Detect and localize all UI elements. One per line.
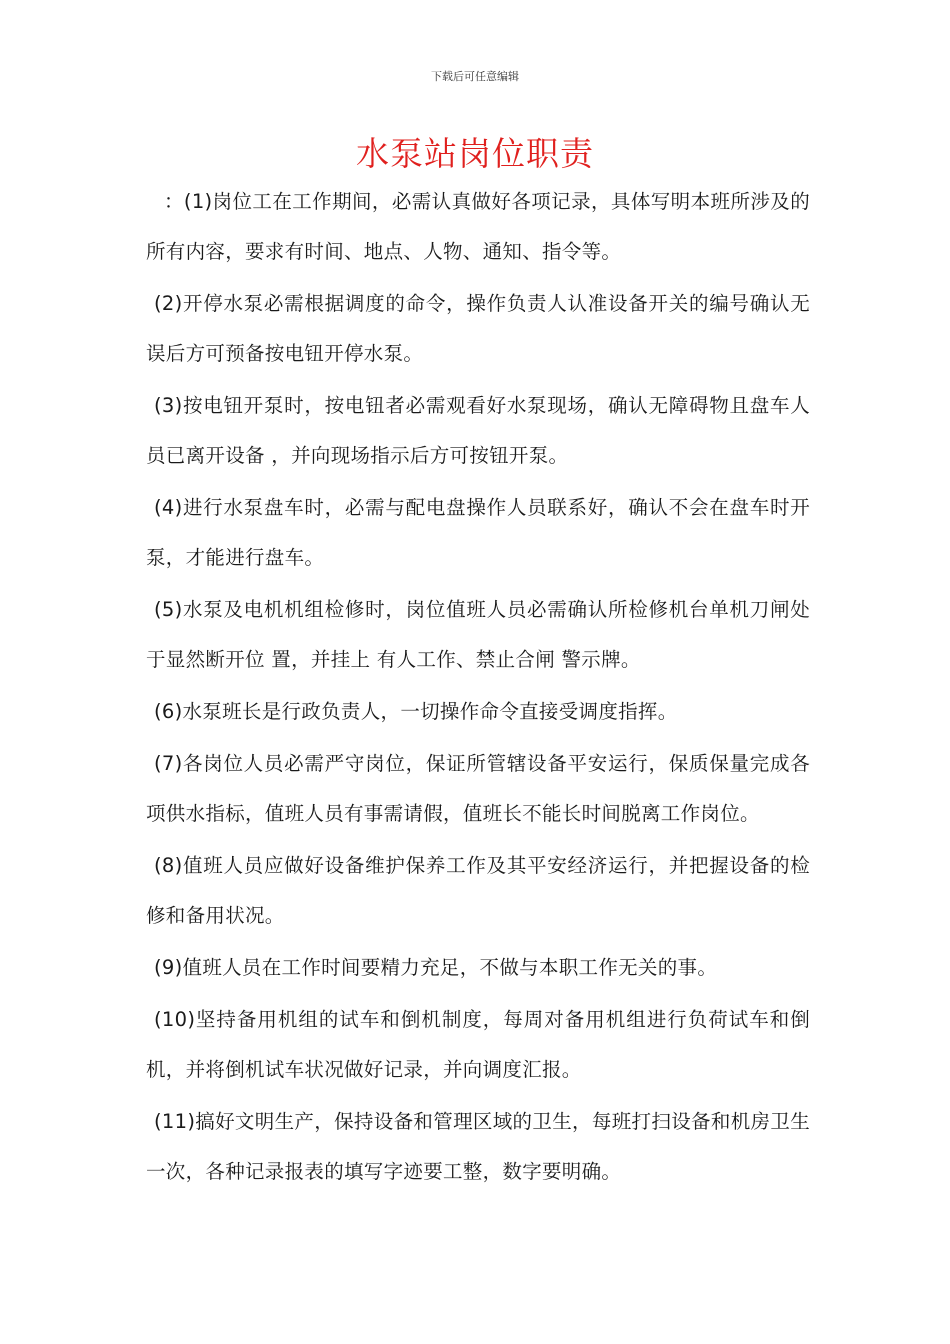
duty-paragraph-11: (11)搞好文明生产，保持设备和管理区域的卫生，每班打扫设备和机房卫生一次，各种记录报表的填写字迹要工整，数字要明确。 — [146, 1110, 810, 1183]
duty-paragraph-10: (10)坚持备用机组的试车和倒机制度，每周对备用机组进行负荷试车和倒机，并将倒机试车状况做好记录，并向调度汇报。 — [146, 1008, 810, 1081]
duty-paragraph-6: (6)水泵班长是行政负责人，一切操作命令直接受调度指挥。 — [154, 700, 678, 723]
duty-paragraph-7: (7)各岗位人员必需严守岗位，保证所管辖设备平安运行，保质保量完成各项供水指标，值班人员有事需请假，值班长不能长时间脱离工作岗位。 — [146, 752, 810, 825]
duty-paragraph-9: (9)值班人员在工作时间要精力充足，不做与本职工作无关的事。 — [154, 956, 718, 979]
duty-paragraph-1: ：(1)岗位工在工作期间，必需认真做好各项记录，具体写明本班所涉及的所有内容，要求有时间、地点、人物、通知、指令等。 — [146, 190, 810, 263]
header-note: 下载后可任意编辑 — [431, 70, 519, 83]
duty-paragraph-8: (8)值班人员应做好设备维护保养工作及其平安经济运行，并把握设备的检修和备用状况。 — [146, 854, 810, 927]
document-body — [146, 177, 810, 1199]
document-title: 水泵站岗位职责 — [356, 134, 594, 173]
duty-paragraph-2: (2)开停水泵必需根据调度的命令，操作负责人认准设备开关的编号确认无误后方可预备按电钮开停水泵。 — [146, 292, 810, 365]
duty-paragraph-3: (3)按电钮开泵时，按电钮者必需观看好水泵现场，确认无障碍物且盘车人员已离开设备 ，并向现场指示后方可按钮开泵。 — [146, 394, 810, 467]
duty-paragraph-4: (4)进行水泵盘车时，必需与配电盘操作人员联系好，确认不会在盘车时开泵，才能进行盘车。 — [146, 496, 810, 569]
duty-paragraph-5: (5)水泵及电机机组检修时，岗位值班人员必需确认所检修机台单机刀闸处于显然断开位 置，并挂上 有人工作、禁止合闸 警示牌。 — [146, 598, 810, 671]
